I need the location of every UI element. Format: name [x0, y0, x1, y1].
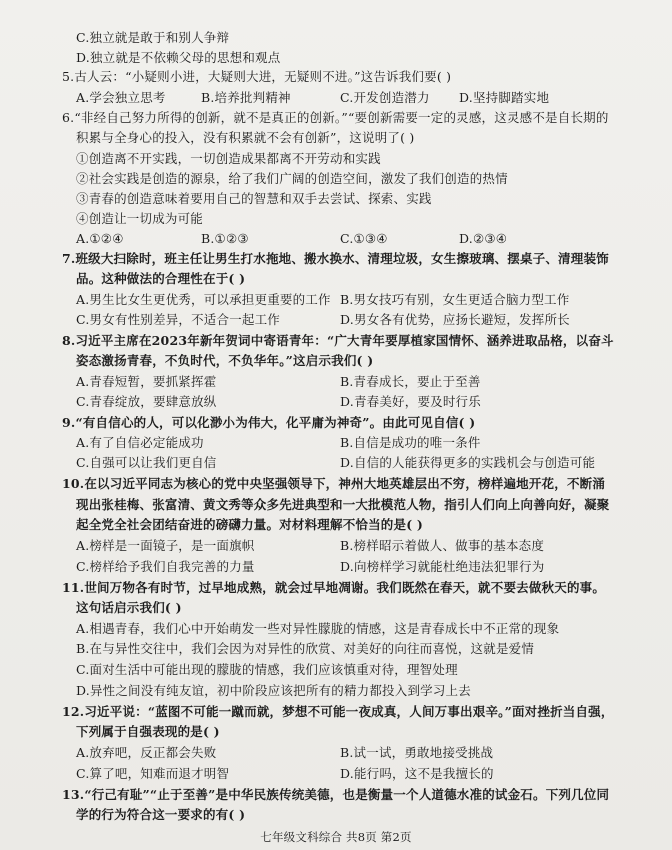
q5-option-a: A.学会独立思考: [76, 90, 166, 105]
q10-option-b: B.榜样昭示着做人、做事的基本态度: [340, 538, 545, 553]
q11-option-d: D.异性之间没有纯友谊，初中阶段应该把所有的精力都投入到学习上去: [76, 683, 471, 698]
q13-stem-line2: 学的行为符合这一要求的有( ): [76, 807, 246, 822]
q9-option-b: B.自信是成功的唯一条件: [340, 435, 481, 450]
q9-option-c: C.自强可以让我们更自信: [76, 455, 217, 470]
q7-option-d: D.男女各有优势，应扬长避短，发挥所长: [340, 312, 570, 327]
q11-stem-line1: 11.世间万物各有时节，过早地成熟，就会过早地凋谢。我们既然在春天，就不要去做秋天的事。: [62, 580, 606, 595]
q6-statement-2: ②社会实践是创造的源泉，给了我们广阔的创造空间，激发了我们创造的热情: [76, 171, 508, 186]
q8-option-c: C.青春绽放，要肆意放纵: [76, 394, 217, 409]
q12-stem-line1: 12.习近平说：“蓝图不可能一蹴而就，梦想不可能一夜成真，人间万事出艰辛。”面对挫折当自强，: [62, 704, 614, 719]
q8-stem-line1: 8.习近平主席在2023年新年贺词中寄语青年：“广大青年要厚植家国情怀、涵养进取品格，以奋斗: [62, 333, 614, 348]
q10-stem-line1: 10.在以习近平同志为核心的党中央坚强领导下，神州大地英雄层出不穷，榜样遍地开花，不断涌: [62, 476, 606, 491]
q5-option-b: B.培养批判精神: [201, 90, 291, 105]
q11-option-a: A.相遇青春，我们心中开始萌发一些对异性朦胧的情感，这是青春成长中不正常的现象: [76, 621, 560, 636]
q9-stem: 9.“有自信心的人，可以化渺小为伟大，化平庸为神奇”。由此可见自信( ): [62, 415, 476, 430]
q12-option-c: C.算了吧，知难而退才明智: [76, 766, 230, 781]
q11-option-c: C.面对生活中可能出现的朦胧的情感，我们应该慎重对待，理智处理: [76, 662, 458, 677]
q8-stem-line2: 姿态激扬青春，不负时代，不负华年。”这启示我们( ): [76, 353, 374, 368]
q12-option-d: D.能行吗，这不是我擅长的: [340, 766, 494, 781]
q6-statement-3: ③青春的创造意味着要用自己的智慧和双手去尝试、探索、实践: [76, 191, 432, 206]
q5-stem: 5.古人云：“小疑则小进，大疑则大进，无疑则不进。”这告诉我们要( ): [62, 69, 452, 84]
q6-stem-line2: 积累与全身心的投入，没有积累就不会有创新”，这说明了( ): [76, 130, 415, 145]
page-footer: 七年级文科综合 共8页 第2页: [260, 830, 412, 844]
q7-option-b: B.男女技巧有别，女生更适合脑力型工作: [340, 292, 570, 307]
q11-stem-line2: 这句话启示我们( ): [76, 600, 182, 615]
q6-stem-line1: 6.“非经自己努力所得的创新，就不是真正的创新。”“要创新需要一定的灵感，这灵感不是自长期的: [62, 110, 609, 125]
q10-stem-line3: 起全党全社会团结奋进的磅礴力量。对材料理解不恰当的是( ): [76, 517, 423, 532]
q7-stem-line2: 品。这种做法的合理性在于( ): [76, 271, 246, 286]
q7-option-a: A.男生比女生更优秀，可以承担更重要的工作: [76, 292, 331, 307]
q4-option-c: C.独立就是敢于和别人争辩: [76, 30, 230, 45]
q10-option-d: D.向榜样学习就能杜绝违法犯罪行为: [340, 559, 545, 574]
q10-option-a: A.榜样是一面镜子，是一面旗帜: [76, 538, 255, 553]
q13-stem-line1: 13.“行己有耻”“止于至善”是中华民族传统美德，也是衡量一个人道德水准的试金石。下列几位同: [62, 787, 610, 802]
q10-stem-line2: 现出张桂梅、张富清、黄文秀等众多先进典型和一大批模范人物，指引人们向上向善向好，凝聚: [76, 497, 610, 512]
q12-stem-line2: 下列属于自强表现的是( ): [76, 724, 220, 739]
q11-option-b: B.在与异性交往中，我们会因为对异性的欣赏、对美好的向往而喜悦，这就是爱情: [76, 641, 535, 656]
q8-option-b: B.青春成长，要止于至善: [340, 374, 481, 389]
q9-option-a: A.有了自信必定能成功: [76, 435, 204, 450]
q4-option-d: D.独立就是不依赖父母的思想和观点: [76, 50, 281, 65]
q9-option-d: D.自信的人能获得更多的实践机会与创造可能: [340, 455, 596, 470]
q12-option-b: B.试一试，勇敢地接受挑战: [340, 745, 494, 760]
q5-option-c: C.开发创造潜力: [340, 90, 430, 105]
q7-stem-line1: 7.班级大扫除时，班主任让男生打水拖地、搬水换水、清理垃圾，女生擦玻璃、摆桌子、清理装饰: [62, 251, 609, 266]
q6-option-d: D.②③④: [459, 231, 508, 246]
q8-option-d: D.青春美好，要及时行乐: [340, 394, 481, 409]
q10-option-c: C.榜样给予我们自我完善的力量: [76, 559, 255, 574]
q5-option-d: D.坚持脚踏实地: [459, 90, 550, 105]
q6-option-a: A.①②④: [76, 231, 124, 246]
q7-option-c: C.男女有性别差异，不适合一起工作: [76, 312, 280, 327]
q6-statement-4: ④创造让一切成为可能: [76, 211, 204, 226]
q6-statement-1: ①创造离不开实践，一切创造成果都离不开劳动和实践: [76, 151, 381, 166]
q6-option-c: C.①③④: [340, 231, 388, 246]
q8-option-a: A.青春短暂，要抓紧挥霍: [76, 374, 217, 389]
q6-option-b: B.①②③: [201, 231, 249, 246]
q12-option-a: A.放弃吧，反正都会失败: [76, 745, 217, 760]
